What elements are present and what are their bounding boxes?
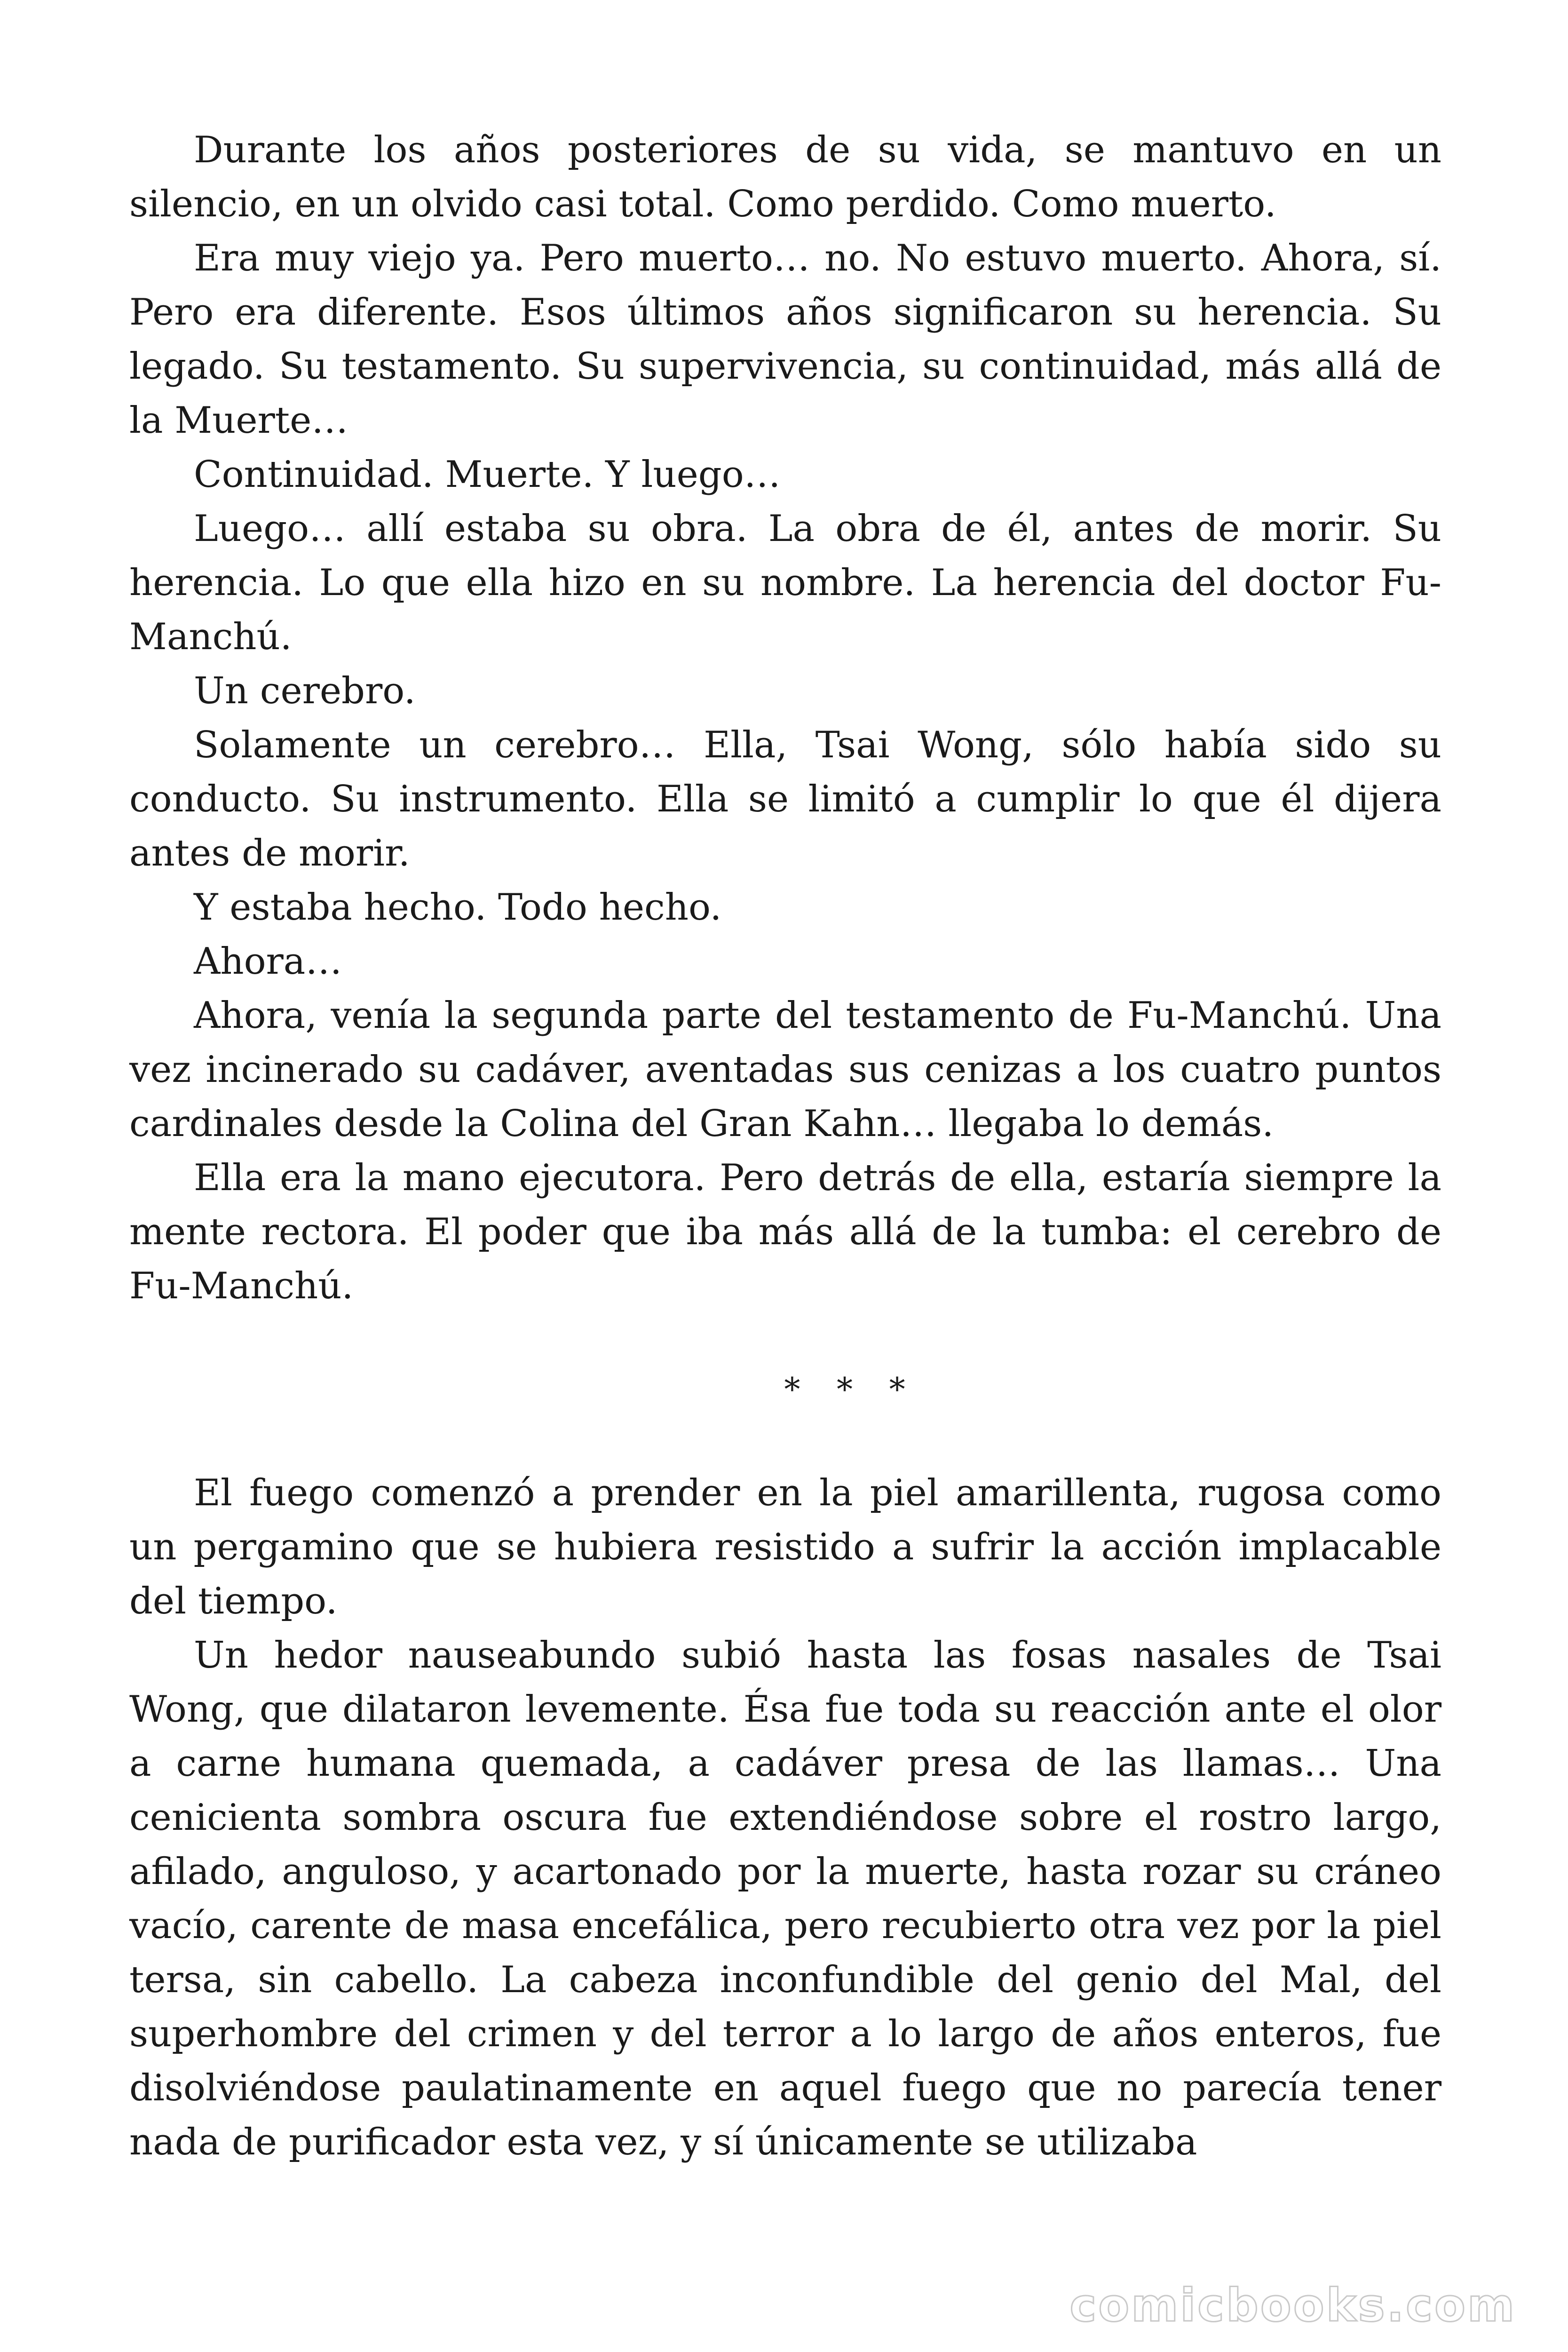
watermark-logo: comicbooks.com [1069,2279,1516,2332]
paragraph: Ella era la mano ejecutora. Pero detrás de ella, estaría siempre la mente rectora. El poder que iba más allá de la tumba: el cerebro de Fu-Manchú. [129,1157,1441,1307]
paragraph: Ahora… [194,940,342,983]
page-body [129,123,1441,2169]
paragraph: Durante los años posteriores de su vida, se mantuvo en un silencio, en un olvido casi total. Como perdido. Como muerto. [129,129,1441,225]
paragraph: Continuidad. Muerte. Y luego… [194,453,781,496]
paragraph: Solamente un cerebro… Ella, Tsai Wong, sólo había sido su conducto. Su instrumento. Ella se limitó a cumplir lo que él dijera antes de morir. [129,724,1441,874]
paragraph: Era muy viejo ya. Pero muerto… no. No estuvo muerto. Ahora, sí. Pero era diferente. Esos últimos años significaron su herencia. Su legado. Su testamento. Su supervivencia, su continuidad, más allá de la Muerte… [129,237,1441,442]
section-separator: * * * [784,1371,919,1408]
paragraph: Un hedor nauseabundo subió hasta las fosas nasales de Tsai Wong, que dilataron levemente. Ésa fue toda su reacción ante el olor a carne humana quemada, a cadáver presa de las llamas… Una cenicienta sombra oscura fue extendiéndose sobre el rostro largo, afilado, anguloso, y acartonado por la muerte, hasta rozar su cráneo vacío, carente de masa encefálica, pero recubierto otra vez por la piel tersa, sin cabello. La cabeza inconfundible del genio del Mal, del superhombre del crimen y del terror a lo largo de años enteros, fue disolviéndose paulatinamente en aquel fuego que no parecía tener nada de purificador esta vez, y sí únicamente se utilizaba [129,1634,1441,2163]
paragraph: Un cerebro. [194,670,416,712]
paragraph: Y estaba hecho. Todo hecho. [194,886,722,929]
paragraph: Luego… allí estaba su obra. La obra de él, antes de morir. Su herencia. Lo que ella hizo en su nombre. La herencia del doctor Fu-Manchú. [129,508,1441,658]
paragraph: El fuego comenzó a prender en la piel amarillenta, rugosa como un pergamino que se hubiera resistido a sufrir la acción implacable del tiempo. [129,1472,1441,1622]
paragraph: Ahora, venía la segunda parte del testamento de Fu-Manchú. Una vez incinerado su cadáver, aventadas sus cenizas a los cuatro puntos cardinales desde la Colina del Gran Kahn… llegaba lo demás. [129,994,1441,1145]
